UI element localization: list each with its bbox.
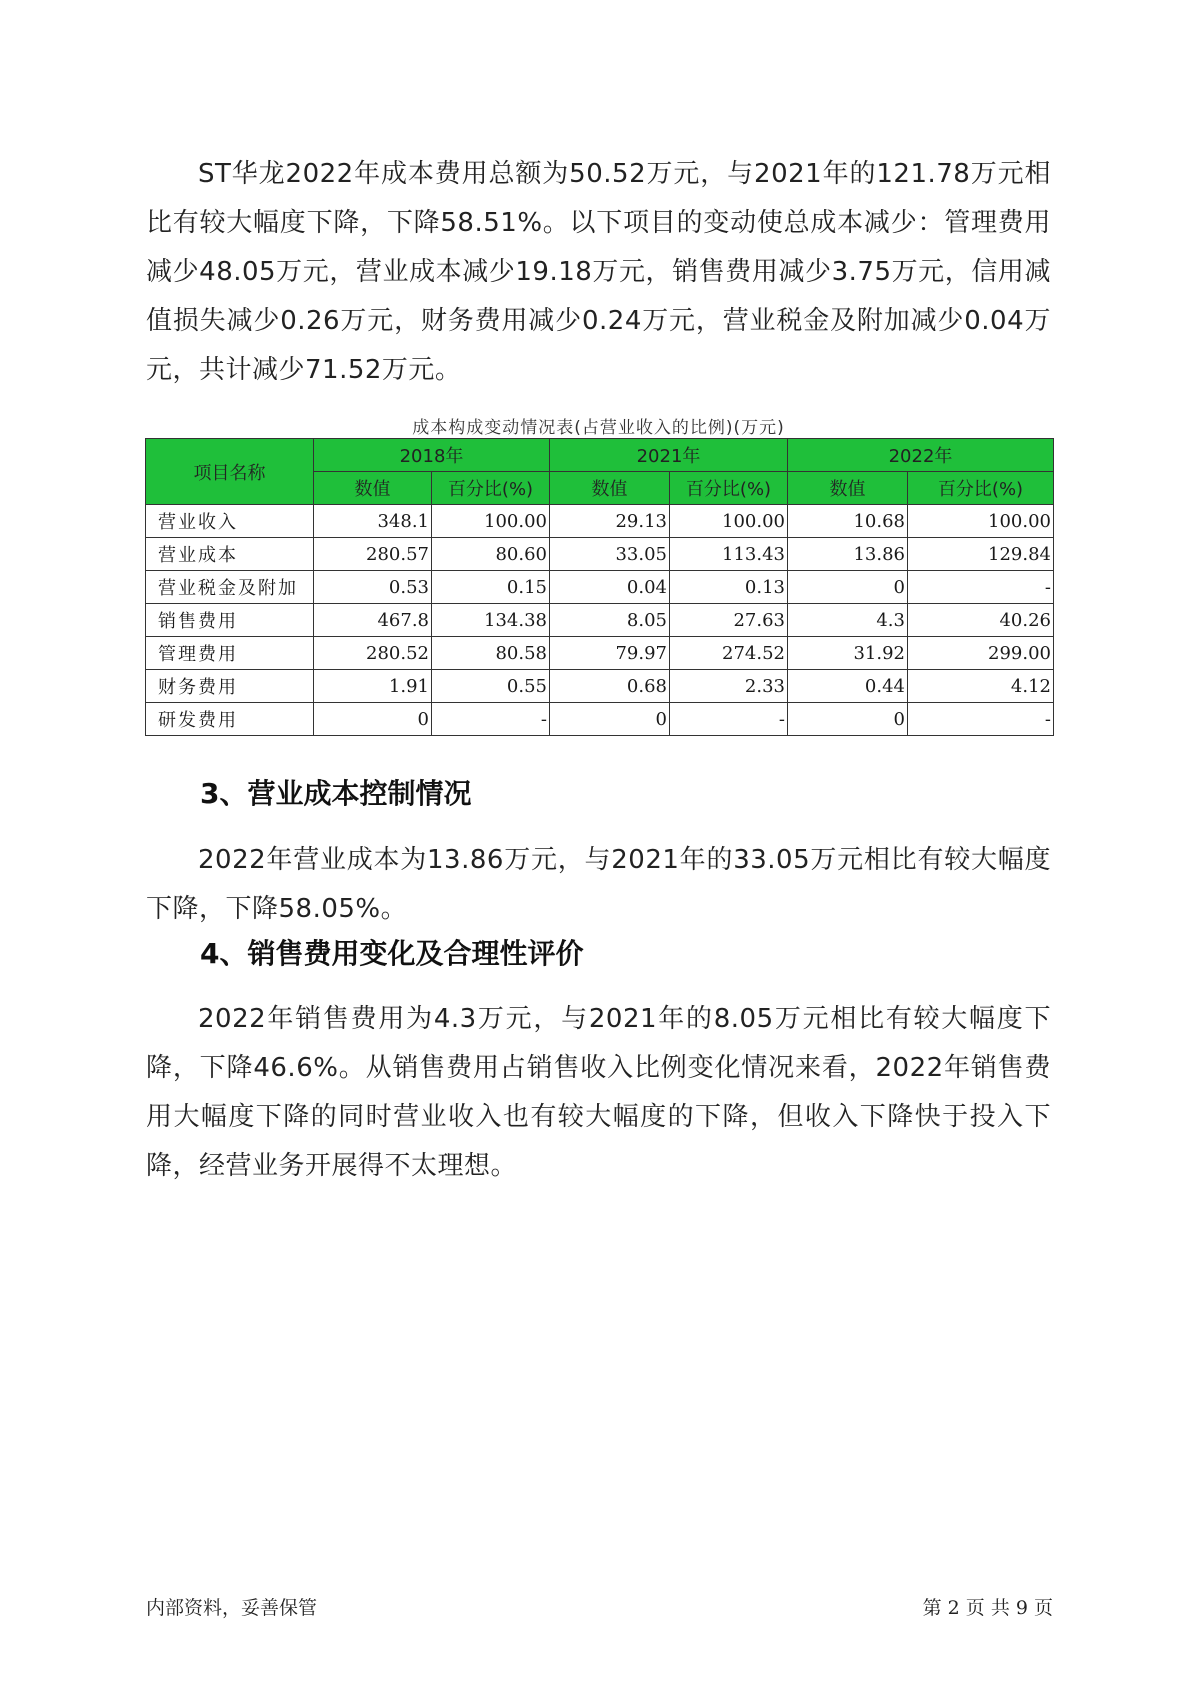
table-row [146,571,1054,604]
header-item-name: 项目名称 [146,439,314,505]
section-heading-sales-expense: 4、销售费用变化及合理性评价 [200,937,584,970]
table-row [146,637,1054,670]
cell: 13.86 [788,538,908,571]
header-year-2021: 2021年 [550,439,788,472]
header-percent: 百分比(%) [670,472,788,505]
footer-confidential-note: 内部资料，妥善保管 [146,1597,318,1619]
paragraph-sales-expense: 2022年销售费用为4.3万元，与2021年的8.05万元相比有较大幅度下降，下降46.6%。从销售费用占销售收入比例变化情况来看，2022年销售费用大幅度下降的同时营业收入也有较大幅度的下降，但收入下降快于投入下降，经营业务开展得不太理想。 [146,1004,1051,1181]
cell: 40.26 [908,604,1054,637]
table-caption: 成本构成变动情况表(占营业收入的比例)(万元) [412,418,785,438]
cell: 4.3 [788,604,908,637]
cell: - [432,703,550,736]
row-label: 研发费用 [146,703,314,736]
cell: 0.04 [550,571,670,604]
section-heading-operating-cost: 3、营业成本控制情况 [200,777,472,810]
cell: 0.53 [314,571,432,604]
table-row [146,538,1054,571]
cell: - [908,571,1054,604]
cell: 348.1 [314,505,432,538]
header-value: 数值 [550,472,670,505]
cell: 0.68 [550,670,670,703]
cell: 0 [314,703,432,736]
cell: 100.00 [432,505,550,538]
cell: 0 [550,703,670,736]
cell: 100.00 [670,505,788,538]
table-row [146,505,1054,538]
header-year-2018: 2018年 [314,439,550,472]
paragraph-cost-summary: ST华龙2022年成本费用总额为50.52万元，与2021年的121.78万元相比有较大幅度下降，下降58.51%。以下项目的变动使总成本减少：管理费用减少48.05万元，营业成本减少19.18万元，销售费用减少3.75万元，信用减值损失减少0.26万元，财务费用减少0.24万元，营业税金及附加减少0.04万元，共计减少71.52万元。 [146,159,1051,385]
cell: 80.60 [432,538,550,571]
cell: 100.00 [908,505,1054,538]
table-row [146,703,1054,736]
row-label: 营业成本 [146,538,314,571]
cell: 79.97 [550,637,670,670]
cell: 0.15 [432,571,550,604]
row-label: 营业税金及附加 [146,571,314,604]
cell: 80.58 [432,637,550,670]
cell: 33.05 [550,538,670,571]
cost-structure-table [145,438,1054,736]
header-year-2022: 2022年 [788,439,1054,472]
cell: 31.92 [788,637,908,670]
cell: - [908,703,1054,736]
cell: 0.55 [432,670,550,703]
cell: 129.84 [908,538,1054,571]
cell: 2.33 [670,670,788,703]
cell: 467.8 [314,604,432,637]
cell: 4.12 [908,670,1054,703]
cell: 1.91 [314,670,432,703]
cell: 280.52 [314,637,432,670]
table-row [146,604,1054,637]
header-value: 数值 [314,472,432,505]
cell: 0.13 [670,571,788,604]
cell: 274.52 [670,637,788,670]
cell: 0 [788,571,908,604]
cell: 0.44 [788,670,908,703]
header-percent: 百分比(%) [432,472,550,505]
row-label: 管理费用 [146,637,314,670]
cell: 8.05 [550,604,670,637]
cell: 0 [788,703,908,736]
cell: 29.13 [550,505,670,538]
header-percent: 百分比(%) [908,472,1054,505]
cell: - [670,703,788,736]
cell: 280.57 [314,538,432,571]
cell: 10.68 [788,505,908,538]
cell: 113.43 [670,538,788,571]
row-label: 销售费用 [146,604,314,637]
paragraph-operating-cost: 2022年营业成本为13.86万元，与2021年的33.05万元相比有较大幅度下降，下降58.05%。 [146,845,1051,924]
row-label: 营业收入 [146,505,314,538]
header-value: 数值 [788,472,908,505]
table-row [146,670,1054,703]
cell: 134.38 [432,604,550,637]
row-label: 财务费用 [146,670,314,703]
cell: 27.63 [670,604,788,637]
page-number: 第 2 页 共 9 页 [922,1597,1053,1619]
cell: 299.00 [908,637,1054,670]
